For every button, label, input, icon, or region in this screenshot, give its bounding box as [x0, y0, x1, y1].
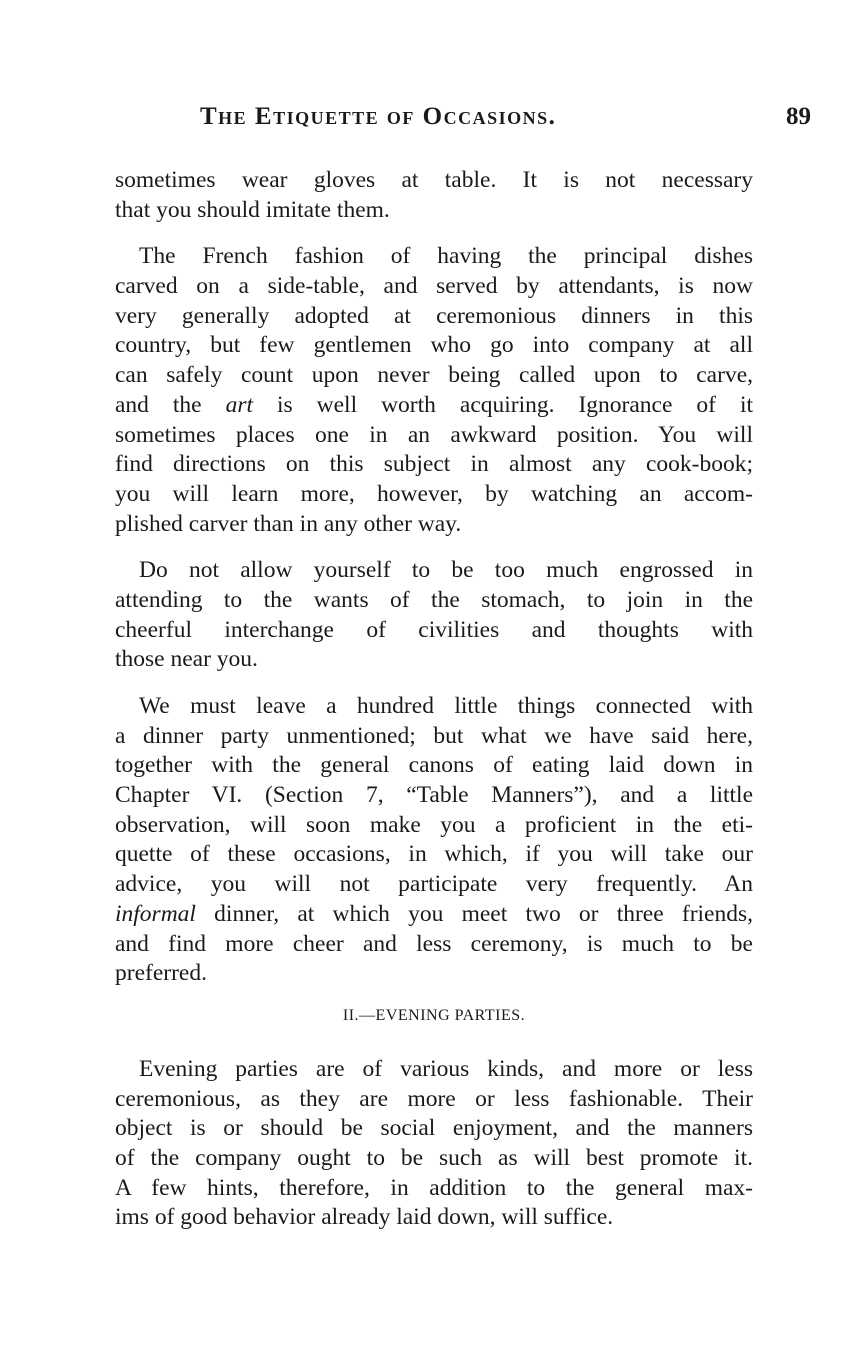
- text-line: country, but few gentlemen who go into company at all: [115, 332, 753, 359]
- text-line: together with the general canons of eating laid down in: [115, 752, 753, 779]
- text-line: cheerful interchange of civilities and thoughts with: [115, 616, 753, 643]
- text-line: and the art is well worth acquiring. Ignorance of it: [115, 391, 754, 418]
- text-line: carved on a side-table, and served by attendants, is now: [115, 273, 753, 300]
- text-line: very generally adopted at ceremonious dinners in this: [115, 302, 753, 329]
- text-line: We must leave a hundred little things connected with: [139, 693, 753, 719]
- paragraph: [115, 166, 753, 225]
- paragraph: [115, 556, 753, 675]
- page-body: [115, 166, 753, 1233]
- text-line: sometimes wear gloves at table. It is not necessary: [115, 167, 753, 193]
- text-line: you will learn more, however, by watching an accom-: [115, 480, 753, 507]
- text-line: quette of these occasions, in which, if you will take our: [115, 841, 753, 868]
- text-line: preferred.: [115, 960, 207, 987]
- text-line: Chapter VI. (Section 7, “Table Manners”), and a little: [115, 782, 753, 809]
- paragraph: [115, 1055, 753, 1233]
- text-line: sometimes places one in an awkward position. You will: [115, 421, 753, 448]
- text-line: those near you.: [115, 646, 258, 673]
- text-line: find directions on this subject in almost any cook-book;: [115, 451, 753, 478]
- text-line: advice, you will not participate very frequently. An: [115, 871, 753, 898]
- paragraph-gap: [115, 539, 753, 556]
- text-line: of the company ought to be such as will best promote it.: [115, 1144, 753, 1171]
- text-line: ims of good behavior already laid down, will suffice.: [115, 1204, 614, 1231]
- paragraph-gap: [115, 675, 753, 692]
- text-line: Do not allow yourself to be too much engrossed in: [139, 557, 753, 584]
- text-line: The French fashion of having the principal dishes: [139, 243, 753, 270]
- text-line: a dinner party unmentioned; but what we have said here,: [115, 722, 753, 749]
- text-line: plished carver than in any other way.: [115, 510, 462, 537]
- text-line: ceremonious, as they are more or less fashionable. Their: [115, 1085, 753, 1112]
- page-number: 89: [786, 103, 811, 130]
- paragraph: [115, 692, 753, 989]
- paragraph: [115, 242, 753, 539]
- paragraph-gap: [115, 225, 753, 242]
- text-line: that you should imitate them.: [115, 196, 390, 223]
- running-header: The Etiquette of Occasions.: [200, 103, 557, 130]
- section-heading: II.—EVENING PARTIES.: [342, 1006, 526, 1024]
- text-line: informal dinner, at which you meet two or three friends,: [115, 900, 753, 927]
- text-line: Evening parties are of various kinds, and more or less: [139, 1055, 753, 1082]
- text-line: A few hints, therefore, in addition to the general max-: [115, 1174, 753, 1201]
- text-line: attending to the wants of the stomach, to join in the: [115, 586, 753, 613]
- text-line: can safely count upon never being called upon to carve,: [115, 362, 753, 389]
- text-line: object is or should be social enjoyment, and the manners: [115, 1115, 753, 1142]
- text-line: observation, will soon make you a proficient in the eti-: [115, 811, 753, 838]
- text-line: and find more cheer and less ceremony, is much to be: [115, 930, 753, 957]
